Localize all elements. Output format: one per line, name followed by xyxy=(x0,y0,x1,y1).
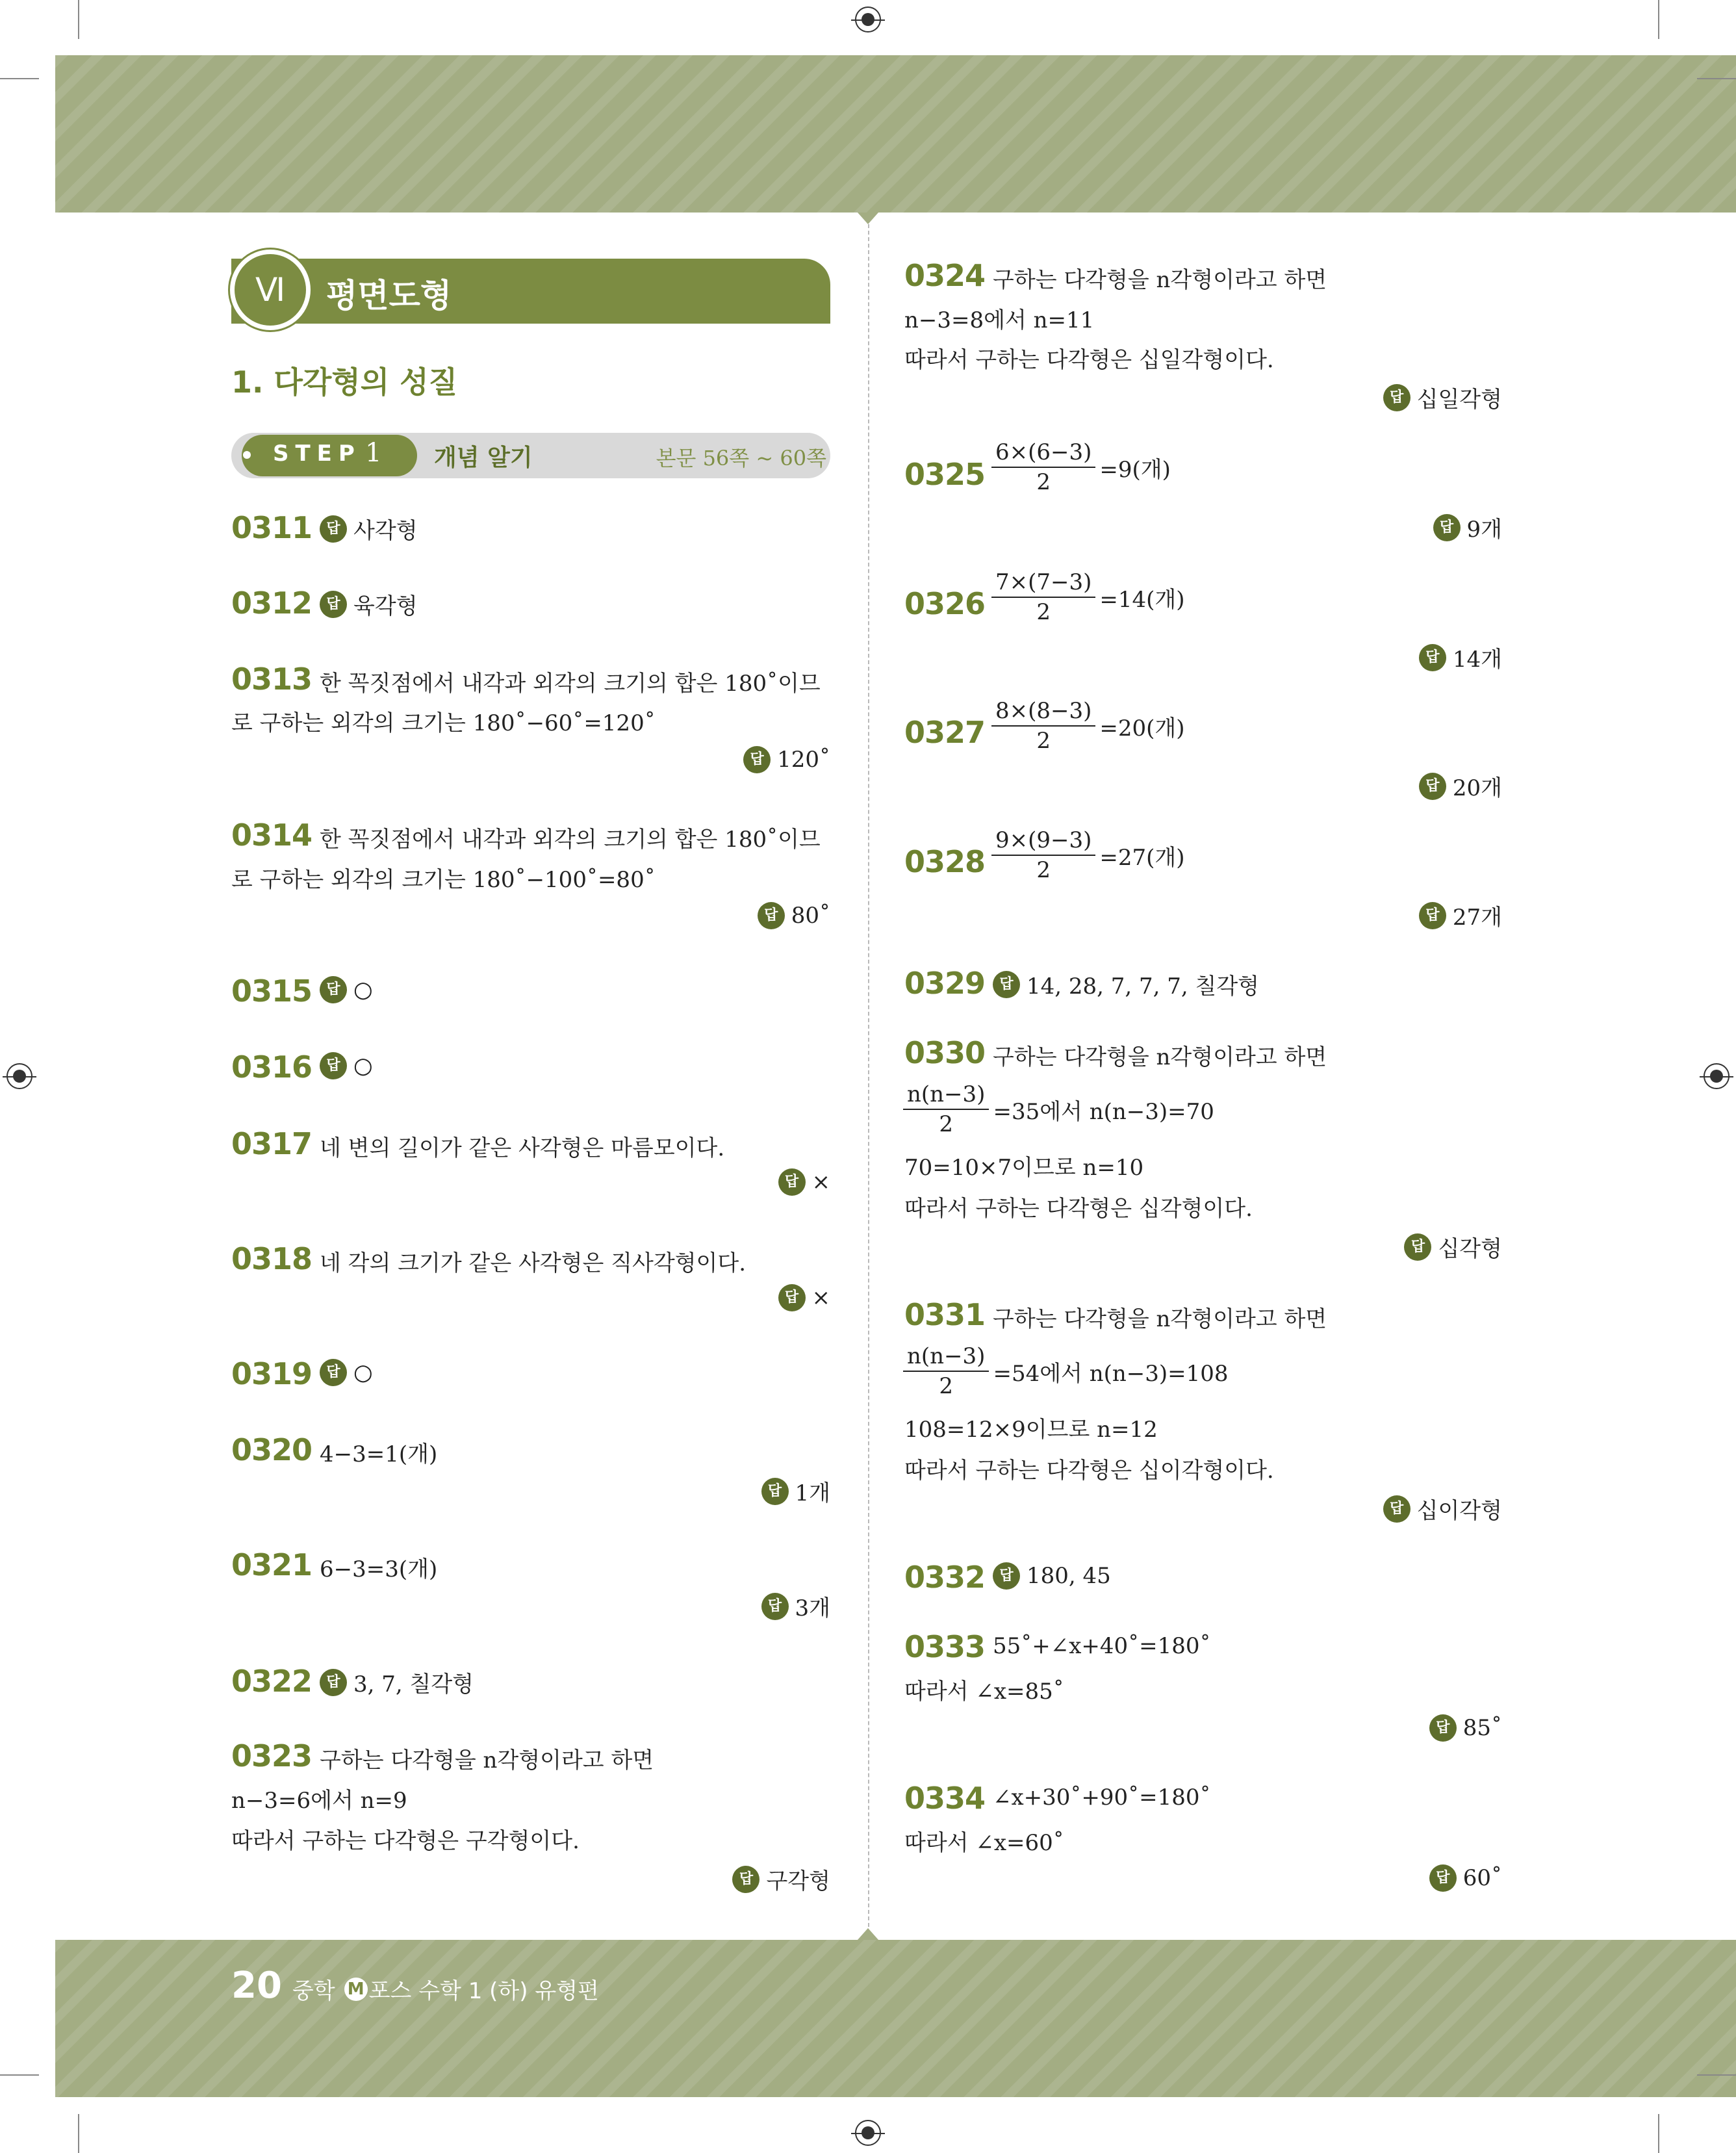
problem-number: 0330 xyxy=(904,1035,986,1070)
fraction-denominator: 2 xyxy=(1036,469,1051,495)
fraction-expression xyxy=(991,439,1171,495)
answer-badge-icon: 답 xyxy=(758,902,785,929)
solution-line: 4−3=1(개) xyxy=(320,1441,438,1467)
answer xyxy=(993,1562,1111,1590)
fraction-numerator: 6×(6−3) xyxy=(991,439,1095,468)
registration-mark-icon xyxy=(6,1063,32,1089)
answer-badge-icon: 답 xyxy=(778,1284,806,1311)
answer xyxy=(778,1168,831,1196)
answer-badge-icon: 답 xyxy=(1419,902,1446,929)
step-number: 1 xyxy=(365,438,382,468)
problem-number: 0326 xyxy=(904,586,986,621)
answer-badge-icon: 답 xyxy=(320,591,347,618)
fraction-result: =20(개) xyxy=(1099,715,1185,741)
solution-line: 로 구하는 외각의 크기는 180˚−60˚=120˚ xyxy=(231,710,656,736)
answer-text: 9개 xyxy=(1466,517,1502,543)
solution-line: n−3=8에서 n=11 xyxy=(904,307,1095,333)
chapter-banner xyxy=(231,259,830,324)
answer-text: × xyxy=(811,1285,830,1311)
answer-text: 구각형 xyxy=(766,1868,830,1894)
answer-text: 육각형 xyxy=(353,593,418,619)
crop-mark xyxy=(1658,2114,1659,2153)
answer-text: × xyxy=(811,1169,830,1195)
solution-line: 구하는 다각형을 n각형이라고 하면 xyxy=(993,267,1327,293)
answer-badge-icon: 답 xyxy=(1383,384,1410,411)
answer-text: ○ xyxy=(353,977,373,1003)
solution-line: 108=12×9이므로 n=12 xyxy=(904,1417,1158,1443)
answer-text: 십일각형 xyxy=(1416,387,1502,413)
fraction-result: =27(개) xyxy=(1099,844,1185,871)
answer-text: 3, 7, 칠각형 xyxy=(353,1671,474,1697)
answer xyxy=(993,968,1259,1000)
answer-badge-icon: 답 xyxy=(1433,514,1461,541)
fraction-numerator: n(n−3) xyxy=(903,1343,989,1372)
fraction-denominator: 2 xyxy=(1036,599,1051,625)
solution-line: 구하는 다각형을 n각형이라고 하면 xyxy=(320,1747,654,1773)
answer-badge-icon: 답 xyxy=(1383,1495,1410,1523)
answer xyxy=(743,746,830,773)
answer-badge-icon: 답 xyxy=(1429,1714,1457,1742)
answer-badge-icon: 답 xyxy=(993,1562,1020,1590)
answer xyxy=(1429,1714,1502,1742)
book-title-prefix: 중학 xyxy=(292,1978,335,2004)
problem-number: 0327 xyxy=(904,715,986,750)
fraction-expression xyxy=(903,1343,1229,1399)
solution-line: ∠x+30˚+90˚=180˚ xyxy=(993,1785,1211,1811)
fraction-numerator: 8×(8−3) xyxy=(991,698,1095,727)
solution-line: n−3=6에서 n=9 xyxy=(231,1788,407,1814)
answer-text: 십이각형 xyxy=(1416,1498,1502,1524)
answer-text: ○ xyxy=(353,1053,373,1079)
answer-badge-icon: 답 xyxy=(320,1052,347,1079)
solution-line: 따라서 구하는 다각형은 구각형이다. xyxy=(231,1828,580,1854)
solution-line: 따라서 ∠x=85˚ xyxy=(904,1679,1064,1705)
crop-mark xyxy=(0,78,39,79)
answer-text: 3개 xyxy=(795,1595,830,1621)
problem-number: 0321 xyxy=(231,1547,313,1582)
problem-number: 0317 xyxy=(231,1126,313,1161)
solution-line: 한 꼭짓점에서 내각과 외각의 크기의 합은 180˚이므 xyxy=(320,827,821,853)
fraction-expression xyxy=(991,698,1185,754)
step-dot-icon xyxy=(243,451,251,459)
answer xyxy=(1433,511,1502,543)
answer-badge-icon: 답 xyxy=(1419,644,1446,671)
answer xyxy=(320,1052,373,1079)
answer xyxy=(732,1863,830,1895)
fraction-expression xyxy=(991,827,1185,883)
crop-mark xyxy=(78,2114,79,2153)
answer-text: 20개 xyxy=(1452,775,1502,801)
solution-line: 구하는 다각형을 n각형이라고 하면 xyxy=(993,1306,1327,1332)
answer-badge-icon: 답 xyxy=(320,515,347,543)
solution-line: 한 꼭짓점에서 내각과 외각의 크기의 합은 180˚이므 xyxy=(320,671,821,697)
answer-badge-icon: 답 xyxy=(761,1478,789,1505)
fraction-result: =14(개) xyxy=(1099,586,1185,613)
section-title: 1. 다각형의 성질 xyxy=(231,365,458,400)
problem-number: 0331 xyxy=(904,1297,986,1332)
answer-badge-icon: 답 xyxy=(1404,1233,1431,1261)
chapter-title: 평면도형 xyxy=(326,277,452,315)
fraction-denominator: 2 xyxy=(1036,857,1051,883)
solution-line: 따라서 구하는 다각형은 십각형이다. xyxy=(904,1196,1253,1222)
fraction-result: =54에서 n(n−3)=108 xyxy=(993,1360,1229,1387)
footer-band xyxy=(55,1940,1736,2097)
fraction-numerator: 7×(7−3) xyxy=(991,569,1095,598)
book-title xyxy=(292,1973,599,2005)
solution-line: 로 구하는 외각의 크기는 180˚−100˚=80˚ xyxy=(231,867,656,893)
answer xyxy=(761,1590,830,1622)
chapter-number: Ⅵ xyxy=(255,271,286,309)
answer xyxy=(320,1359,373,1386)
answer-badge-icon: 답 xyxy=(732,1866,760,1893)
answer-badge-icon: 답 xyxy=(320,1359,347,1386)
answer xyxy=(1383,381,1502,413)
answer-text: 십각형 xyxy=(1438,1236,1502,1262)
page-number: 20 xyxy=(231,1965,282,2007)
fraction-denominator: 2 xyxy=(1036,728,1051,754)
problem-number: 0324 xyxy=(904,258,986,293)
answer xyxy=(1419,899,1502,931)
answer-text: 14, 28, 7, 7, 7, 칠각형 xyxy=(1027,973,1260,999)
answer-badge-icon: 답 xyxy=(320,1669,347,1696)
solution-line: 네 변의 길이가 같은 사각형은 마름모이다. xyxy=(320,1135,725,1161)
answer xyxy=(1429,1864,1502,1892)
solution-line: 네 각의 크기가 같은 사각형은 직사각형이다. xyxy=(320,1250,747,1276)
problem-number: 0333 xyxy=(904,1629,986,1664)
crop-mark xyxy=(1697,78,1736,79)
brand-logo-icon: M xyxy=(344,1978,368,2001)
answer xyxy=(320,588,418,620)
solution-line: 55˚+∠x+40˚=180˚ xyxy=(993,1633,1211,1659)
problem-number: 0320 xyxy=(231,1432,313,1467)
problem-number: 0314 xyxy=(231,818,313,853)
problem-number: 0318 xyxy=(231,1241,313,1276)
answer-badge-icon: 답 xyxy=(1429,1864,1457,1892)
fraction-expression xyxy=(903,1081,1214,1137)
answer-badge-icon: 답 xyxy=(1419,773,1446,800)
crop-mark xyxy=(1658,0,1659,39)
header-notch xyxy=(858,213,878,224)
answer xyxy=(320,976,373,1003)
fraction-numerator: 9×(9−3) xyxy=(991,827,1095,856)
answer-badge-icon: 답 xyxy=(993,971,1020,998)
fraction-result: =35에서 n(n−3)=70 xyxy=(993,1098,1214,1125)
problem-number: 0312 xyxy=(231,586,313,621)
answer xyxy=(1419,770,1502,802)
answer-text: 1개 xyxy=(795,1480,830,1506)
answer xyxy=(320,1666,474,1698)
solution-line: 따라서 구하는 다각형은 십일각형이다. xyxy=(904,347,1274,373)
answer-badge-icon: 답 xyxy=(778,1168,806,1196)
problem-number: 0329 xyxy=(904,966,986,1001)
book-title-text: 포스 수학 1 (하) 유형편 xyxy=(368,1978,599,2004)
answer-badge-icon: 답 xyxy=(743,746,771,773)
fraction-result: =9(개) xyxy=(1099,456,1171,483)
solution-line: 따라서 ∠x=60˚ xyxy=(904,1830,1064,1856)
answer xyxy=(1404,1231,1502,1263)
fraction-denominator: 2 xyxy=(939,1111,954,1137)
step-title: 개념 알기 xyxy=(434,445,533,471)
step-label: STEP xyxy=(273,441,361,467)
answer xyxy=(761,1475,830,1507)
header-band xyxy=(55,55,1736,213)
answer-text: 사각형 xyxy=(353,518,418,544)
answer-text: 27개 xyxy=(1452,905,1502,931)
answer-text: 180, 45 xyxy=(1027,1563,1111,1589)
problem-number: 0322 xyxy=(231,1664,313,1699)
problem-number: 0334 xyxy=(904,1781,986,1816)
problem-number: 0325 xyxy=(904,457,986,492)
registration-mark-icon xyxy=(855,6,881,32)
problem-number: 0328 xyxy=(904,844,986,879)
problem-number: 0313 xyxy=(231,662,313,697)
registration-mark-icon xyxy=(855,2120,881,2146)
answer xyxy=(320,513,418,545)
solution-line: 따라서 구하는 다각형은 십이각형이다. xyxy=(904,1458,1274,1484)
problem-number: 0316 xyxy=(231,1050,313,1085)
fraction-expression xyxy=(991,569,1185,625)
footer-notch xyxy=(858,1928,878,1940)
answer-text: 60˚ xyxy=(1462,1865,1502,1891)
problem-number: 0332 xyxy=(904,1560,986,1595)
problem-number: 0315 xyxy=(231,973,313,1009)
answer-text: 120˚ xyxy=(777,747,830,773)
solution-line: 구하는 다각형을 n각형이라고 하면 xyxy=(993,1044,1327,1070)
step-page-ref: 본문 56쪽 ~ 60쪽 xyxy=(656,446,826,471)
solution-line: 70=10×7이므로 n=10 xyxy=(904,1155,1144,1181)
answer xyxy=(778,1284,831,1311)
answer-badge-icon: 답 xyxy=(761,1593,789,1620)
answer-text: ○ xyxy=(353,1360,373,1386)
answer xyxy=(1419,641,1502,673)
crop-mark xyxy=(0,2074,39,2076)
answer xyxy=(758,902,830,929)
crop-mark xyxy=(1697,2074,1736,2076)
problem-number: 0319 xyxy=(231,1356,313,1391)
answer xyxy=(1383,1493,1502,1525)
answer-text: 14개 xyxy=(1452,647,1502,673)
problem-number: 0311 xyxy=(231,510,313,545)
crop-mark xyxy=(78,0,79,39)
registration-mark-icon xyxy=(1704,1063,1730,1089)
answer-badge-icon: 답 xyxy=(320,976,347,1003)
answer-text: 80˚ xyxy=(791,903,830,929)
answer-text: 85˚ xyxy=(1462,1715,1502,1741)
problem-number: 0323 xyxy=(231,1738,313,1773)
fraction-denominator: 2 xyxy=(939,1373,954,1399)
fraction-numerator: n(n−3) xyxy=(903,1081,989,1110)
solution-line: 6−3=3(개) xyxy=(320,1556,438,1582)
column-divider xyxy=(868,224,869,1927)
